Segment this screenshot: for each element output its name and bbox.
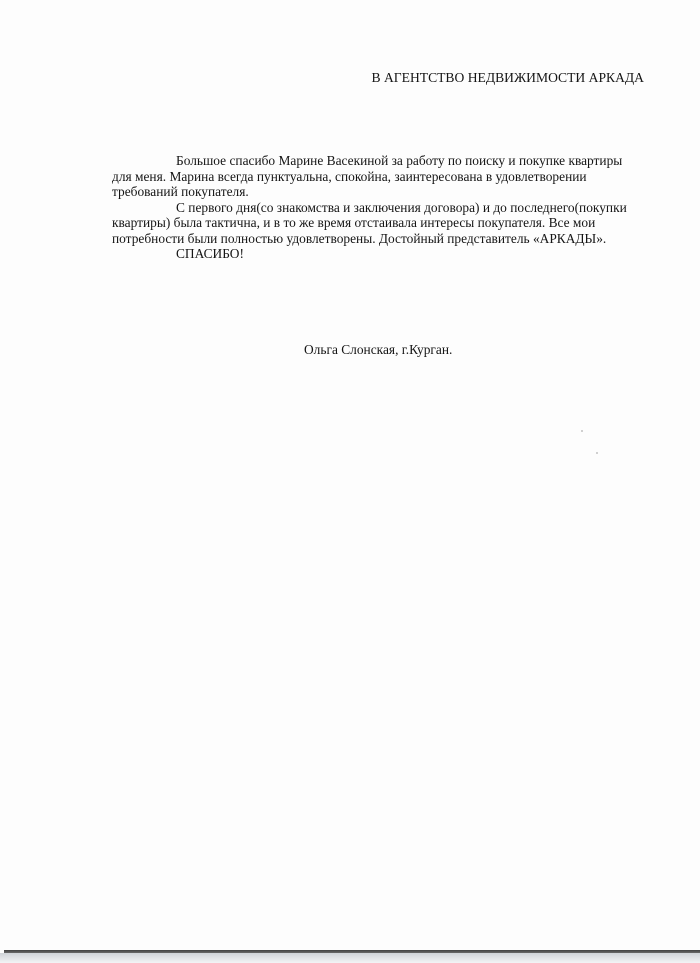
signature-line: Ольга Слонская, г.Курган. <box>304 342 453 357</box>
scan-speck <box>596 452 598 454</box>
body-line-thanks: СПАСИБО! <box>176 246 244 261</box>
scan-bottom-margin <box>0 953 700 963</box>
body-line-1: Большое спасибо Марине Васекиной за работу по поиску и покупке квартиры <box>176 153 623 168</box>
body-line-2: для меня. Марина всегда пунктуальна, спокойна, заинтересована в удовлетворении <box>112 168 587 184</box>
body-line-6: потребности были полностью удовлетворены. Достойный представитель «АРКАДЫ». <box>112 230 607 246</box>
body-line-4: С первого дня(со знакомства и заключения договора) и до последнего(покупки <box>176 199 627 215</box>
body-line-5: квартиры) была тактична, и в то же время отстаивала интересы покупателя. Все мои <box>112 215 596 230</box>
addressee-heading: В АГЕНТСТВО НЕДВИЖИМОСТИ АРКАДА <box>371 70 644 85</box>
scan-speck <box>581 430 583 432</box>
body-line-3: требований покупателя. <box>112 184 249 199</box>
letter-body <box>112 153 652 262</box>
